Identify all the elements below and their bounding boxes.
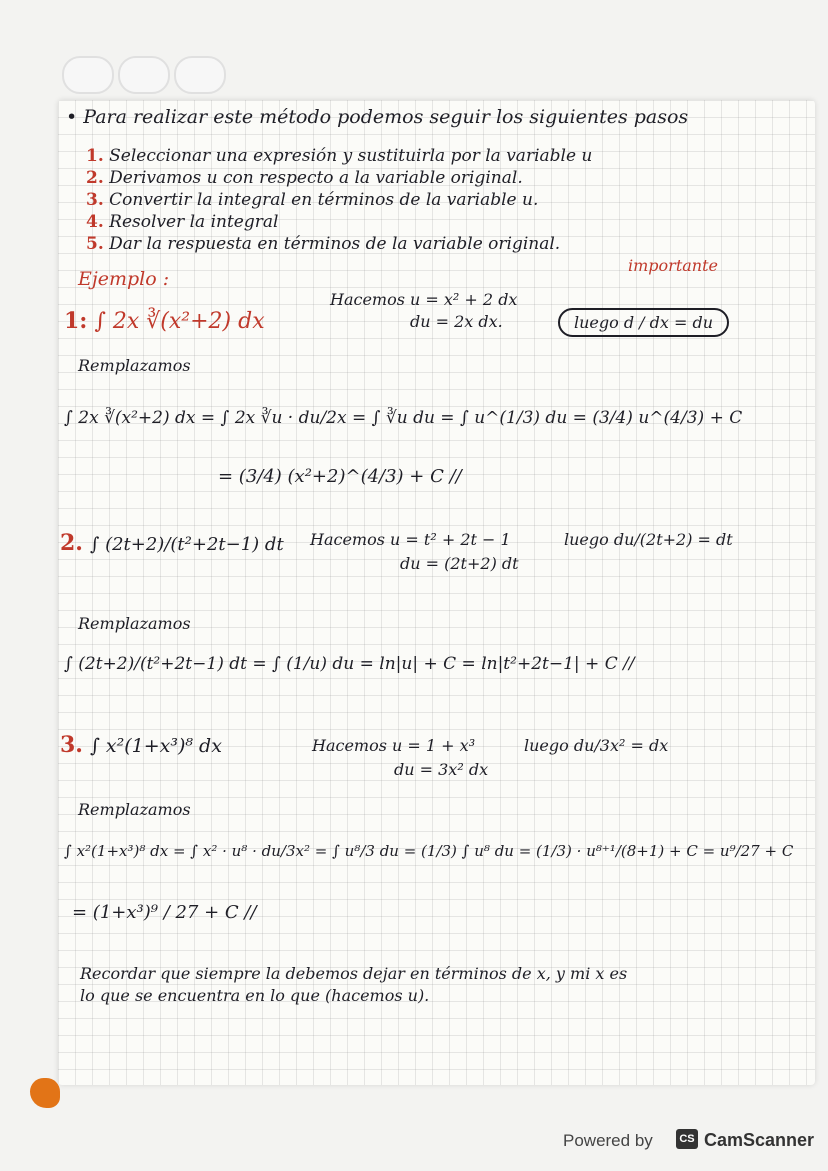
ex3-luego: luego du/3x² = dx <box>524 736 669 755</box>
finger-shadow <box>30 1078 60 1108</box>
ex1-integral: ∫ 2x ∛(x²+2) dx <box>94 309 265 334</box>
note-line-2: lo que se encuentra en lo que (hacemos u). <box>80 986 430 1005</box>
step-item <box>86 212 278 232</box>
binder-ring <box>62 56 114 94</box>
step-text: Derivamos u con respecto a la variable original. <box>109 168 523 188</box>
ex1-line1: ∫ 2x ∛(x²+2) dx = ∫ 2x ∛u · du/2x = ∫ ∛u du = ∫ u^(1/3) du = (3/4) u^(4/3) + C <box>64 408 743 428</box>
ex1-problem <box>64 308 265 334</box>
step-item <box>86 168 523 188</box>
ex1-sub-du: du = 2x dx. <box>410 312 503 331</box>
step-item <box>86 234 560 254</box>
ex3-line1: ∫ x²(1+x³)⁸ dx = ∫ x² · u⁸ · du/3x² = ∫ u⁸/3 du = (1/3) ∫ u⁸ du = (1/3) · u⁸⁺¹/(8+1) + C = u⁹/27 + C <box>64 842 794 860</box>
ex1-line2: = (3/4) (x²+2)^(4/3) + C // <box>218 466 462 487</box>
ex2-replace-label: Remplazamos <box>78 614 191 633</box>
step-item <box>86 190 538 210</box>
notebook-page <box>58 100 815 1085</box>
ex3-problem <box>60 732 222 758</box>
step-text: Seleccionar una expresión y sustituirla por la variable u <box>109 146 593 166</box>
ex2-number: 2. <box>60 530 83 556</box>
ex2-integral: ∫ (2t+2)/(t²+2t−1) dt <box>89 534 284 555</box>
camscanner-brand: CamScanner <box>704 1130 815 1150</box>
ex3-replace-label: Remplazamos <box>78 800 191 819</box>
step-number: 1. <box>86 146 104 166</box>
ex1-cloud-note: luego d / dx = du <box>558 308 729 337</box>
ex3-line2: = (1+x³)⁹ / 27 + C // <box>72 902 257 923</box>
ex2-luego: luego du/(2t+2) = dt <box>564 530 733 549</box>
note-line-1: Recordar que siempre la debemos dejar en términos de x, y mi x es <box>80 964 628 983</box>
intro-text: Para realizar este método podemos seguir los siguientes pasos <box>83 106 689 128</box>
powered-by-label: Powered by <box>563 1131 653 1150</box>
step-number: 4. <box>86 212 104 232</box>
step-text: Convertir la integral en términos de la variable u. <box>109 190 539 210</box>
ex2-problem <box>60 530 284 556</box>
step-number: 5. <box>86 234 104 254</box>
ex3-sub-du: du = 3x² dx <box>394 760 489 779</box>
step-number: 3. <box>86 190 104 210</box>
ex1-number: 1: <box>64 308 88 334</box>
importante-label: importante <box>628 256 718 275</box>
intro-line <box>66 106 688 128</box>
step-item <box>86 146 592 166</box>
step-text: Resolver la integral <box>109 212 279 232</box>
step-number: 2. <box>86 168 104 188</box>
ex3-number: 3. <box>60 732 83 758</box>
ex1-replace-label: Remplazamos <box>78 356 191 375</box>
binder-ring <box>174 56 226 94</box>
ex3-sub-u: Hacemos u = 1 + x³ <box>312 736 476 755</box>
binder-ring <box>118 56 170 94</box>
ex3-integral: ∫ x²(1+x³)⁸ dx <box>89 735 222 757</box>
ex2-line1: ∫ (2t+2)/(t²+2t−1) dt = ∫ (1/u) du = ln|u| + C = ln|t²+2t−1| + C // <box>64 654 635 674</box>
bullet-icon: • <box>66 106 78 128</box>
ex2-sub-u: Hacemos u = t² + 2t − 1 <box>310 530 511 549</box>
ejemplo-title: Ejemplo : <box>78 268 170 290</box>
camscanner-logo-icon: CS <box>676 1129 698 1149</box>
ex2-sub-du: du = (2t+2) dt <box>400 554 519 573</box>
step-text: Dar la respuesta en términos de la variable original. <box>109 234 561 254</box>
ex1-sub-u: Hacemos u = x² + 2 dx <box>330 290 518 309</box>
